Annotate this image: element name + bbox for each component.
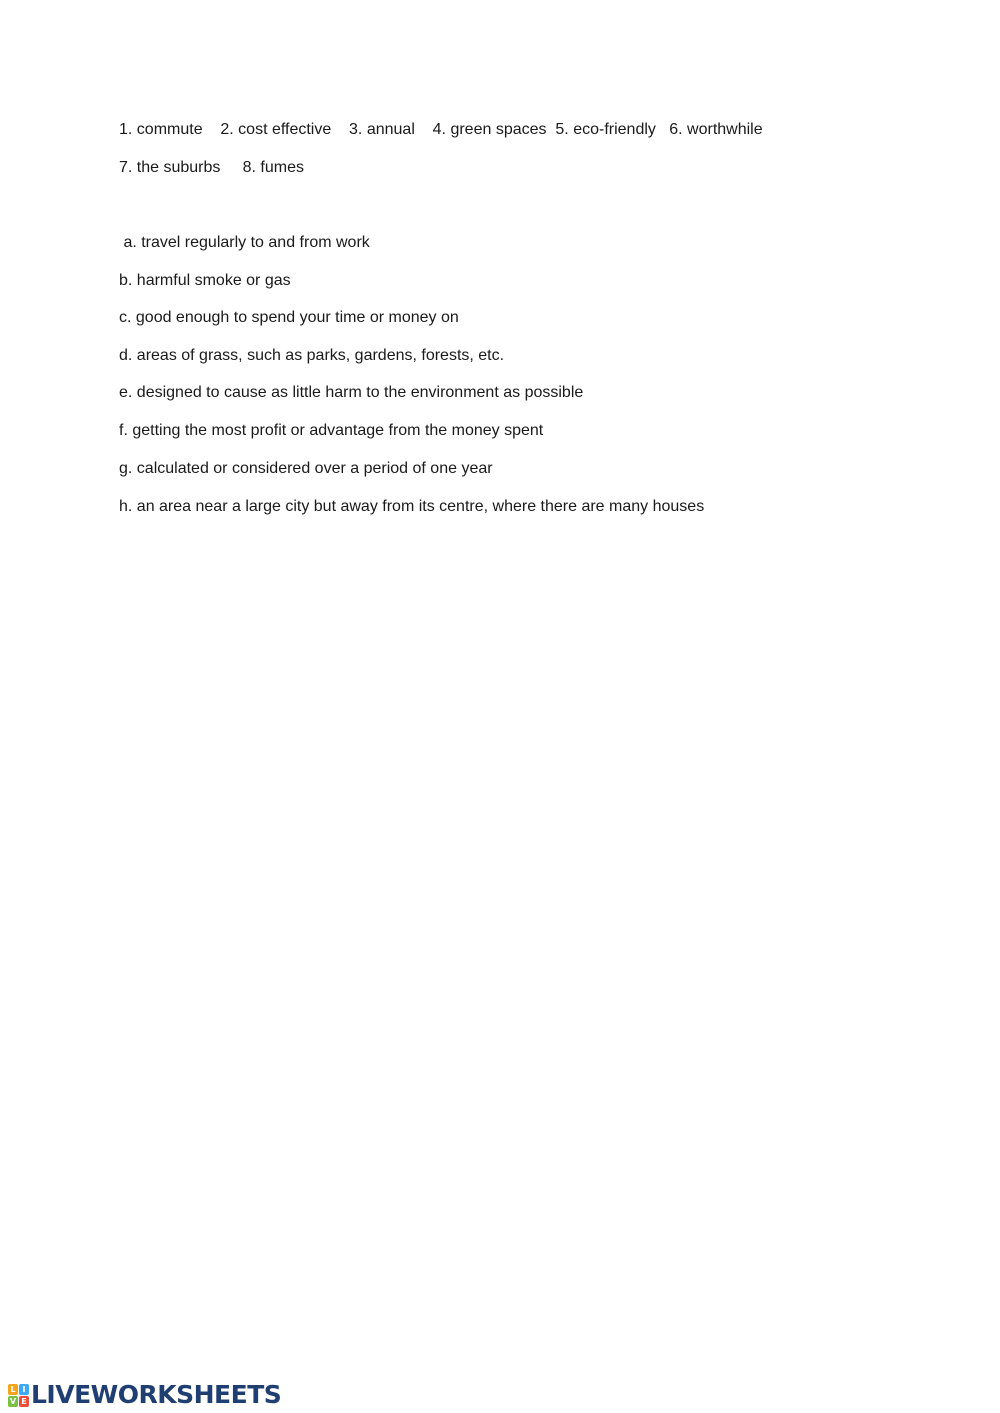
definition-g: g. calculated or considered over a period of one year	[119, 460, 493, 477]
definition-e: e. designed to cause as little harm to the environment as possible	[119, 384, 584, 401]
word-item: 7. the suburbs	[119, 159, 221, 176]
definition-a: a. travel regularly to and from work	[119, 234, 370, 251]
word-item: 3. annual	[349, 121, 415, 138]
logo-text: LIVEWORKSHEETS	[31, 1380, 282, 1409]
definition-f: f. getting the most profit or advantage from the money spent	[119, 422, 544, 439]
word-item: 4. green spaces	[432, 121, 547, 138]
word-item: 8. fumes	[242, 159, 304, 176]
logo-mark-tile: E	[19, 1396, 29, 1407]
logo-mark-icon	[8, 1384, 29, 1407]
logo-mark-tile: I	[19, 1384, 29, 1395]
definition-h: h. an area near a large city but away from its centre, where there are many houses	[119, 498, 705, 515]
word-item: 2. cost effective	[220, 121, 332, 138]
logo-mark-tile: L	[8, 1384, 18, 1395]
definition-c: c. good enough to spend your time or money on	[119, 309, 459, 326]
logo-mark-tile: V	[9, 1396, 17, 1406]
word-bank-row-1	[119, 120, 763, 140]
word-item: 1. commute	[119, 121, 203, 138]
definition-d: d. areas of grass, such as parks, gardens, forests, etc.	[119, 347, 505, 364]
word-item: 5. eco-friendly	[555, 121, 656, 138]
word-bank-row-2	[119, 158, 304, 178]
word-item: 6. worthwhile	[669, 121, 763, 138]
definition-b: b. harmful smoke or gas	[119, 272, 291, 289]
liveworksheets-logo	[8, 1382, 281, 1408]
